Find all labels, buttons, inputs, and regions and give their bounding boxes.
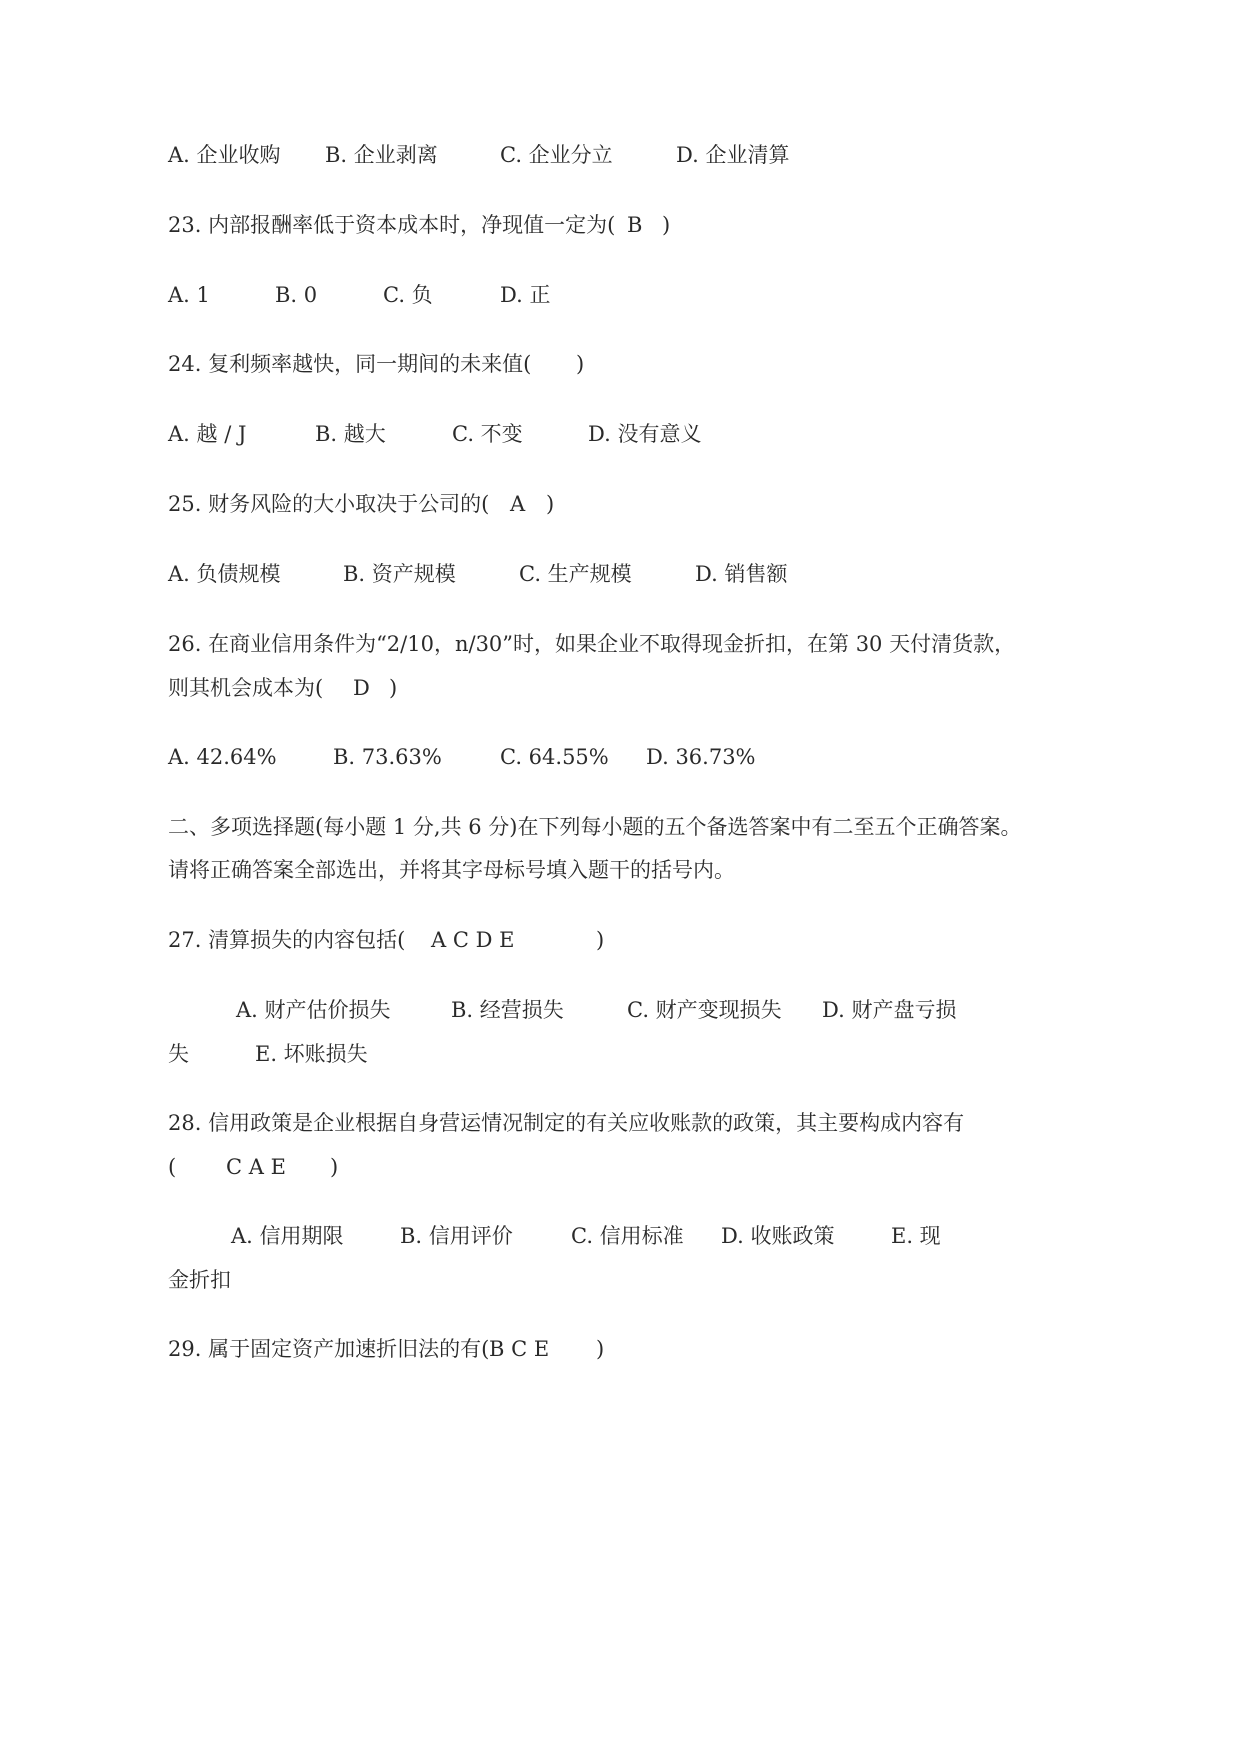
- q23-option-b: B. 0: [275, 283, 318, 307]
- q22-option-a: A. 企业收购: [168, 143, 281, 167]
- q27-option-a: A. 财产估价损失: [236, 998, 391, 1022]
- q23-option-a: A. 1: [168, 283, 210, 307]
- q28-option-e: E. 现: [891, 1224, 941, 1248]
- q29-answer: B C E: [489, 1337, 550, 1361]
- q27-stem: 27. 清算损失的内容包括(: [168, 928, 406, 952]
- q23-stem: 23. 内部报酬率低于资本成本时，净现值一定为(: [168, 213, 616, 237]
- q27-option-e: E. 坏账损失: [255, 1042, 368, 1066]
- section2-instructions-line2: 请将正确答案全部选出，并将其字母标号填入题干的括号内。: [168, 858, 735, 882]
- q29-stem: 29. 属于固定资产加速折旧法的有(: [168, 1337, 490, 1361]
- q22-option-b: B. 企业剥离: [325, 143, 438, 167]
- q28-option-a: A. 信用期限: [231, 1224, 344, 1248]
- q22-option-d: D. 企业清算: [676, 143, 790, 167]
- q26-stem-line1: 26. 在商业信用条件为“2/10，n/30”时，如果企业不取得现金折扣，在第 30 天付清货款，: [168, 632, 1016, 656]
- q25-option-a: A. 负债规模: [168, 562, 281, 586]
- q25-option-d: D. 销售额: [695, 562, 788, 586]
- q25-option-b: B. 资产规模: [343, 562, 456, 586]
- q28-stem: 28. 信用政策是企业根据自身营运情况制定的有关应收账款的政策，其主要构成内容有: [168, 1111, 965, 1135]
- q28-option-d: D. 收账政策: [721, 1224, 835, 1248]
- q27-option-d-continued: 失: [168, 1042, 189, 1066]
- q26-stem-line2: 则其机会成本为(: [168, 676, 324, 700]
- q26-option-d: D. 36.73%: [646, 745, 756, 769]
- q23-option-c: C. 负: [383, 283, 433, 307]
- q27-answer: A C D E: [431, 928, 515, 952]
- q28-option-e-continued: 金折扣: [168, 1268, 231, 1292]
- q26-option-b: B. 73.63%: [333, 745, 442, 769]
- q22-option-c: C. 企业分立: [500, 143, 613, 167]
- q28-option-c: C. 信用标准: [571, 1224, 684, 1248]
- q28-open-paren: (: [168, 1155, 177, 1179]
- q23-close-paren: ): [662, 213, 671, 237]
- q26-answer: D: [353, 676, 370, 700]
- q23-option-d: D. 正: [500, 283, 551, 307]
- q24-option-a: A. 越 / J: [168, 422, 247, 446]
- q25-stem: 25. 财务风险的大小取决于公司的(: [168, 492, 490, 516]
- q25-close-paren: ): [546, 492, 555, 516]
- q25-answer: A: [510, 492, 526, 516]
- q28-option-b: B. 信用评价: [400, 1224, 513, 1248]
- section2-instructions-line1: 二、多项选择题(每小题 1 分,共 6 分)在下列每小题的五个备选答案中有二至五个正确答案。: [168, 815, 1022, 839]
- q27-option-b: B. 经营损失: [451, 998, 564, 1022]
- q29-close-paren: ): [596, 1337, 605, 1361]
- q23-answer: B: [627, 213, 643, 237]
- q26-option-c: C. 64.55%: [500, 745, 609, 769]
- q26-close-paren: ): [389, 676, 398, 700]
- q24-close-paren: ): [576, 352, 585, 376]
- q24-stem: 24. 复利频率越快，同一期间的未来值(: [168, 352, 532, 376]
- q25-option-c: C. 生产规模: [519, 562, 632, 586]
- q28-answer: C A E: [226, 1155, 286, 1179]
- q26-option-a: A. 42.64%: [168, 745, 277, 769]
- q27-option-c: C. 财产变现损失: [627, 998, 782, 1022]
- q24-option-b: B. 越大: [315, 422, 386, 446]
- q24-option-d: D. 没有意义: [588, 422, 702, 446]
- q24-option-c: C. 不变: [452, 422, 523, 446]
- q28-close-paren: ): [330, 1155, 339, 1179]
- q27-close-paren: ): [596, 928, 605, 952]
- q27-option-d: D. 财产盘亏损: [822, 998, 957, 1022]
